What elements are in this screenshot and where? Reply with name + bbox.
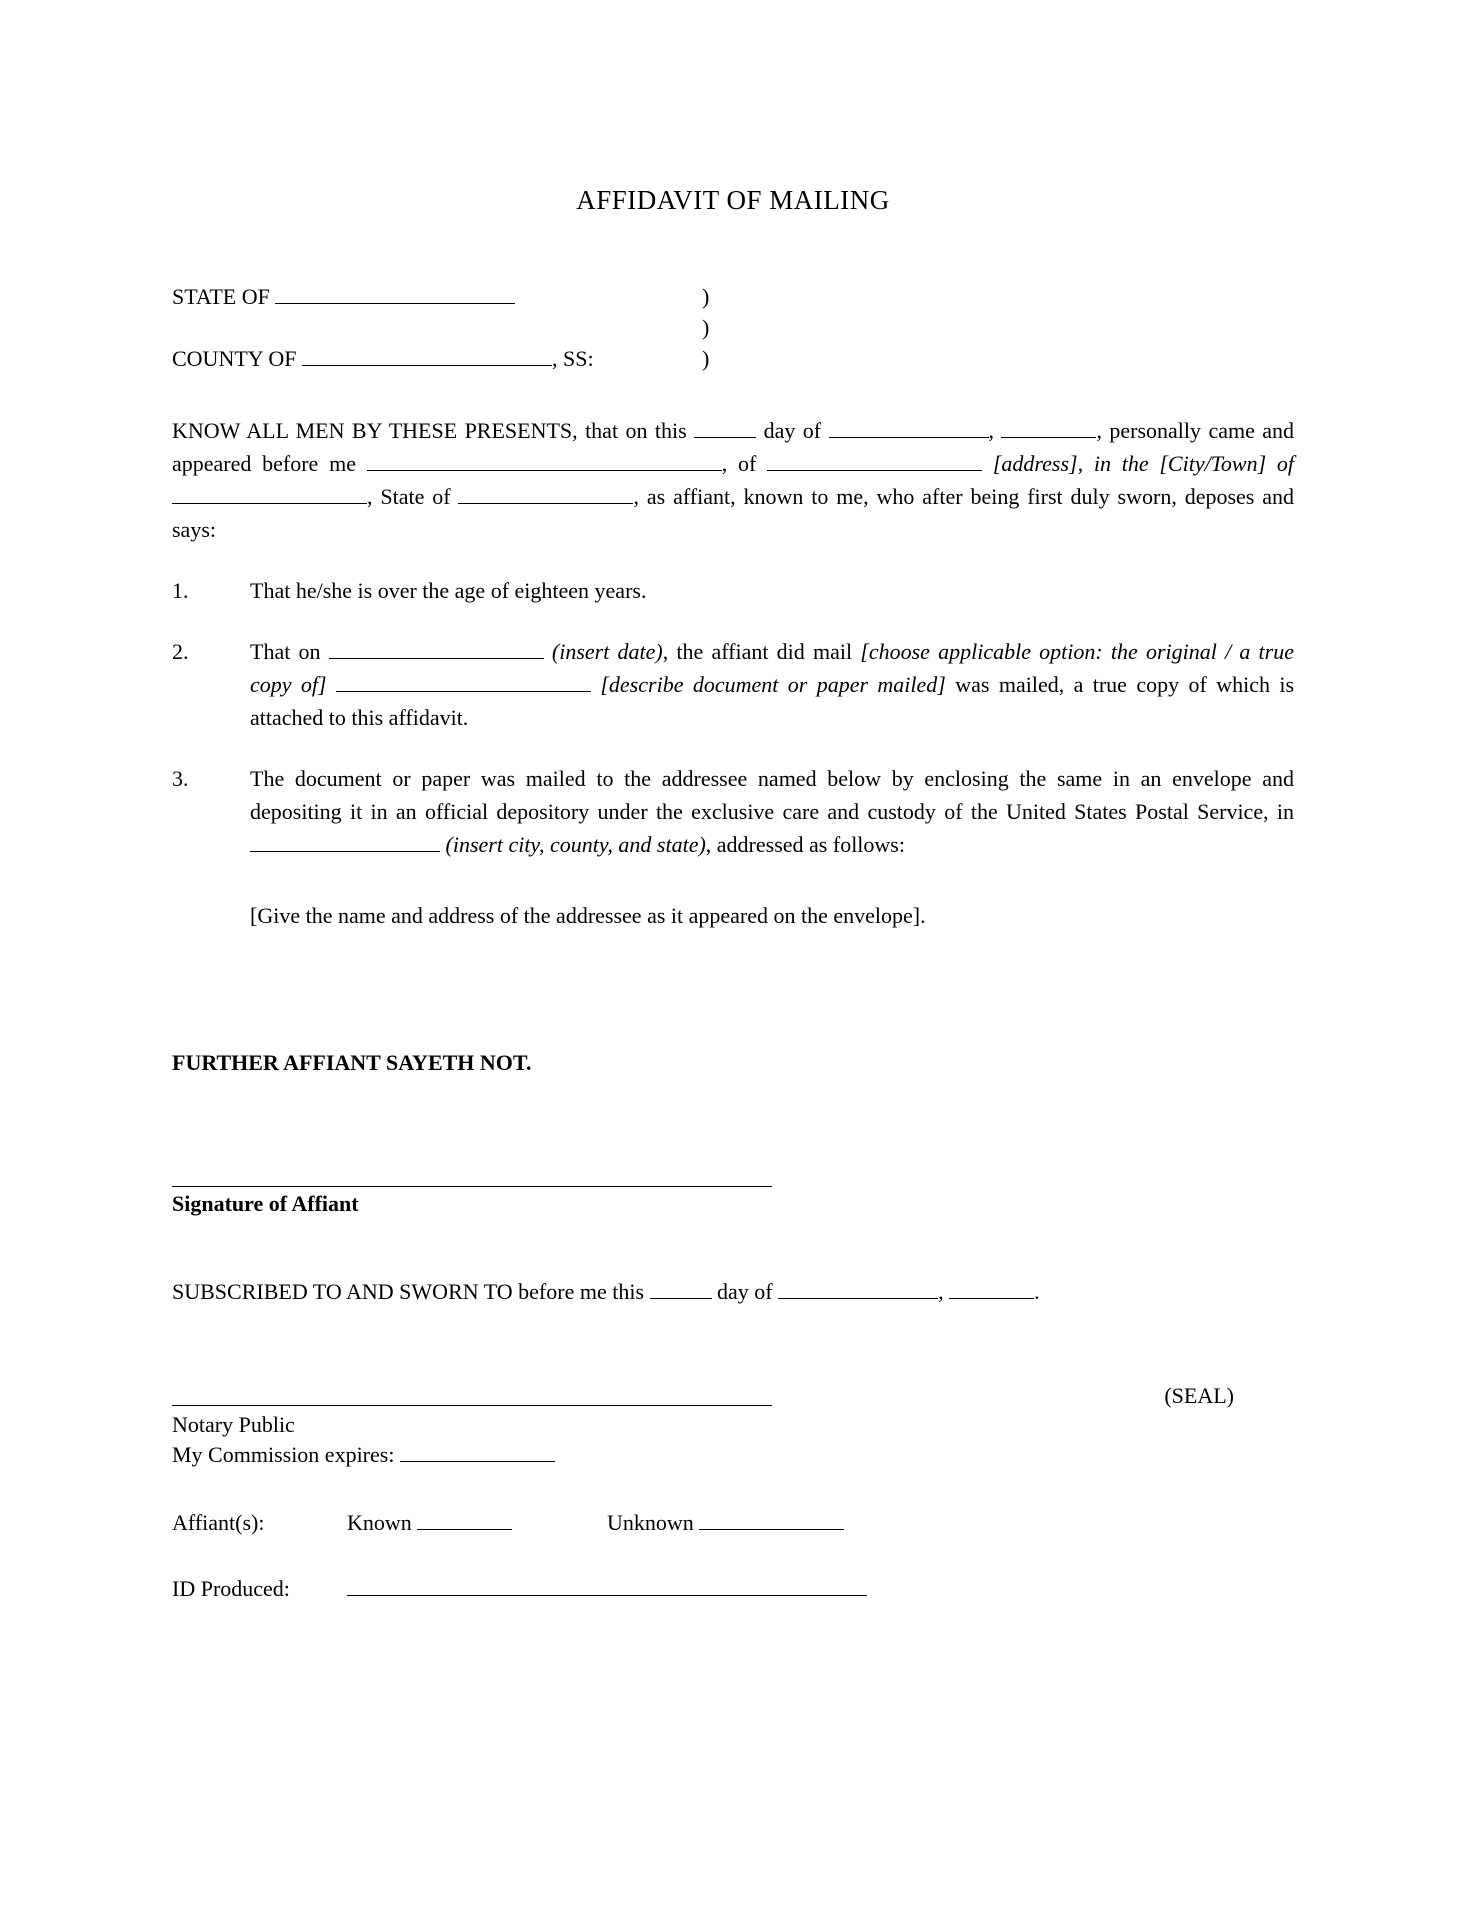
preamble-part-6: [address], in the [City/Town] of [992,451,1295,476]
clause-2-part-c: , the affiant did mail [662,639,853,664]
affiants-label: Affiant(s): [172,1510,265,1535]
day-blank[interactable] [694,423,756,438]
state-row [172,281,1294,312]
affiant-name-blank[interactable] [367,456,722,471]
sworn-part-4: . [1034,1279,1040,1304]
clause-3 [172,762,1294,861]
sworn-part-3: , [938,1279,944,1304]
sworn-statement [172,1279,1294,1305]
clause-2 [172,635,1294,734]
preamble-paragraph [172,414,1294,546]
year-blank[interactable] [1001,423,1096,438]
preamble-part-7: , State of [367,484,451,509]
clause-1-text: That he/she is over the age of eighteen years. [250,578,647,603]
city-blank[interactable] [172,489,367,504]
preamble-part-5: , of [721,451,757,476]
preamble-part-4: , personally came and appeared before me [172,418,1295,476]
clause-2-text [250,635,1294,734]
signature-label: Signature of Affiant [172,1191,359,1216]
further-affiant-statement: FURTHER AFFIANT SAYETH NOT. [172,1050,532,1075]
venue-paren-3: ) [702,346,710,371]
sworn-part-2: day of [717,1279,773,1304]
notary-block [172,1383,1294,1470]
mail-date-blank[interactable] [329,644,544,659]
commission-label: My Commission expires: [172,1442,395,1467]
state-label: STATE OF [172,284,270,309]
document-body [172,185,1294,1602]
clause-3-number: 3. [172,766,189,791]
preamble-part-8: , as affiant, known to me, who after being first duly sworn, deposes and says: [172,484,1294,542]
sworn-year-blank[interactable] [949,1284,1034,1299]
notary-labels [172,1410,1294,1470]
state-blank[interactable] [275,289,515,304]
venue-block [172,281,1294,374]
venue-middle-row [172,312,1294,343]
clause-2-part-d: [choose applicable option: the original / a true copy of] [250,639,1294,697]
state-line [172,281,702,312]
notary-public-label: Notary Public [172,1412,295,1437]
commission-expiry-blank[interactable] [400,1447,555,1462]
unknown-label: Unknown [607,1510,694,1535]
preamble-part-1: KNOW ALL MEN BY THESE PRESENTS, that on this [172,418,687,443]
clause-2-part-a: That on [250,639,321,664]
affiants-row [172,1510,1294,1536]
seal-marker: (SEAL) [1164,1383,1234,1408]
clause-2-part-e: [describe document or paper mailed] [600,672,946,697]
venue-paren-2: ) [702,315,710,340]
preamble-part-3: , [988,418,995,443]
id-produced-blank[interactable] [347,1581,867,1596]
venue-spacer [172,312,702,343]
county-label: COUNTY OF [172,346,297,371]
clause-3-text [250,762,1294,861]
signature-line[interactable] [172,1186,772,1187]
notary-signature-line[interactable] [172,1405,772,1406]
known-blank[interactable] [417,1515,512,1530]
clause-3-part-a: The document or paper was mailed to the addressee named below by enclosing the same in an envelope and depositing it in an official depository under the exclusive care and custody of the United States Postal Service, in [250,766,1294,824]
county-row [172,343,1294,374]
commission-row [172,1440,1294,1470]
unknown-blank[interactable] [699,1515,844,1530]
clause-3-part-b: (insert city, county, and state) [445,832,706,857]
clause-1 [172,574,1294,607]
clause-1-number: 1. [172,578,189,603]
ss-label: , SS: [551,346,594,371]
unknown-field [607,1510,844,1536]
county-blank[interactable] [302,351,552,366]
clause-2-part-f: was mailed, a true copy of which is attached to this affidavit. [250,672,1295,730]
sworn-part-1: SUBSCRIBED TO AND SWORN TO before me this [172,1279,645,1304]
id-produced-row [172,1576,1294,1602]
known-field [347,1510,607,1536]
sworn-month-blank[interactable] [778,1284,938,1299]
state-name-blank[interactable] [458,489,633,504]
affiant-address-blank[interactable] [767,456,982,471]
county-line [172,343,702,374]
month-blank[interactable] [829,423,989,438]
clause-3-part-c: , addressed as follows: [705,832,905,857]
sworn-day-blank[interactable] [650,1284,712,1299]
preamble-part-2: day of [763,418,822,443]
clause-2-part-b: (insert date) [551,639,663,664]
clause-2-number: 2. [172,639,189,664]
venue-paren-1: ) [702,284,710,309]
document-description-blank[interactable] [336,677,591,692]
mailing-location-blank[interactable] [250,837,440,852]
page-title: AFFIDAVIT OF MAILING [576,185,890,215]
id-produced-label: ID Produced: [172,1576,290,1601]
addressee-note: [Give the name and address of the addressee as it appeared on the envelope]. [250,903,926,928]
known-label: Known [347,1510,412,1535]
